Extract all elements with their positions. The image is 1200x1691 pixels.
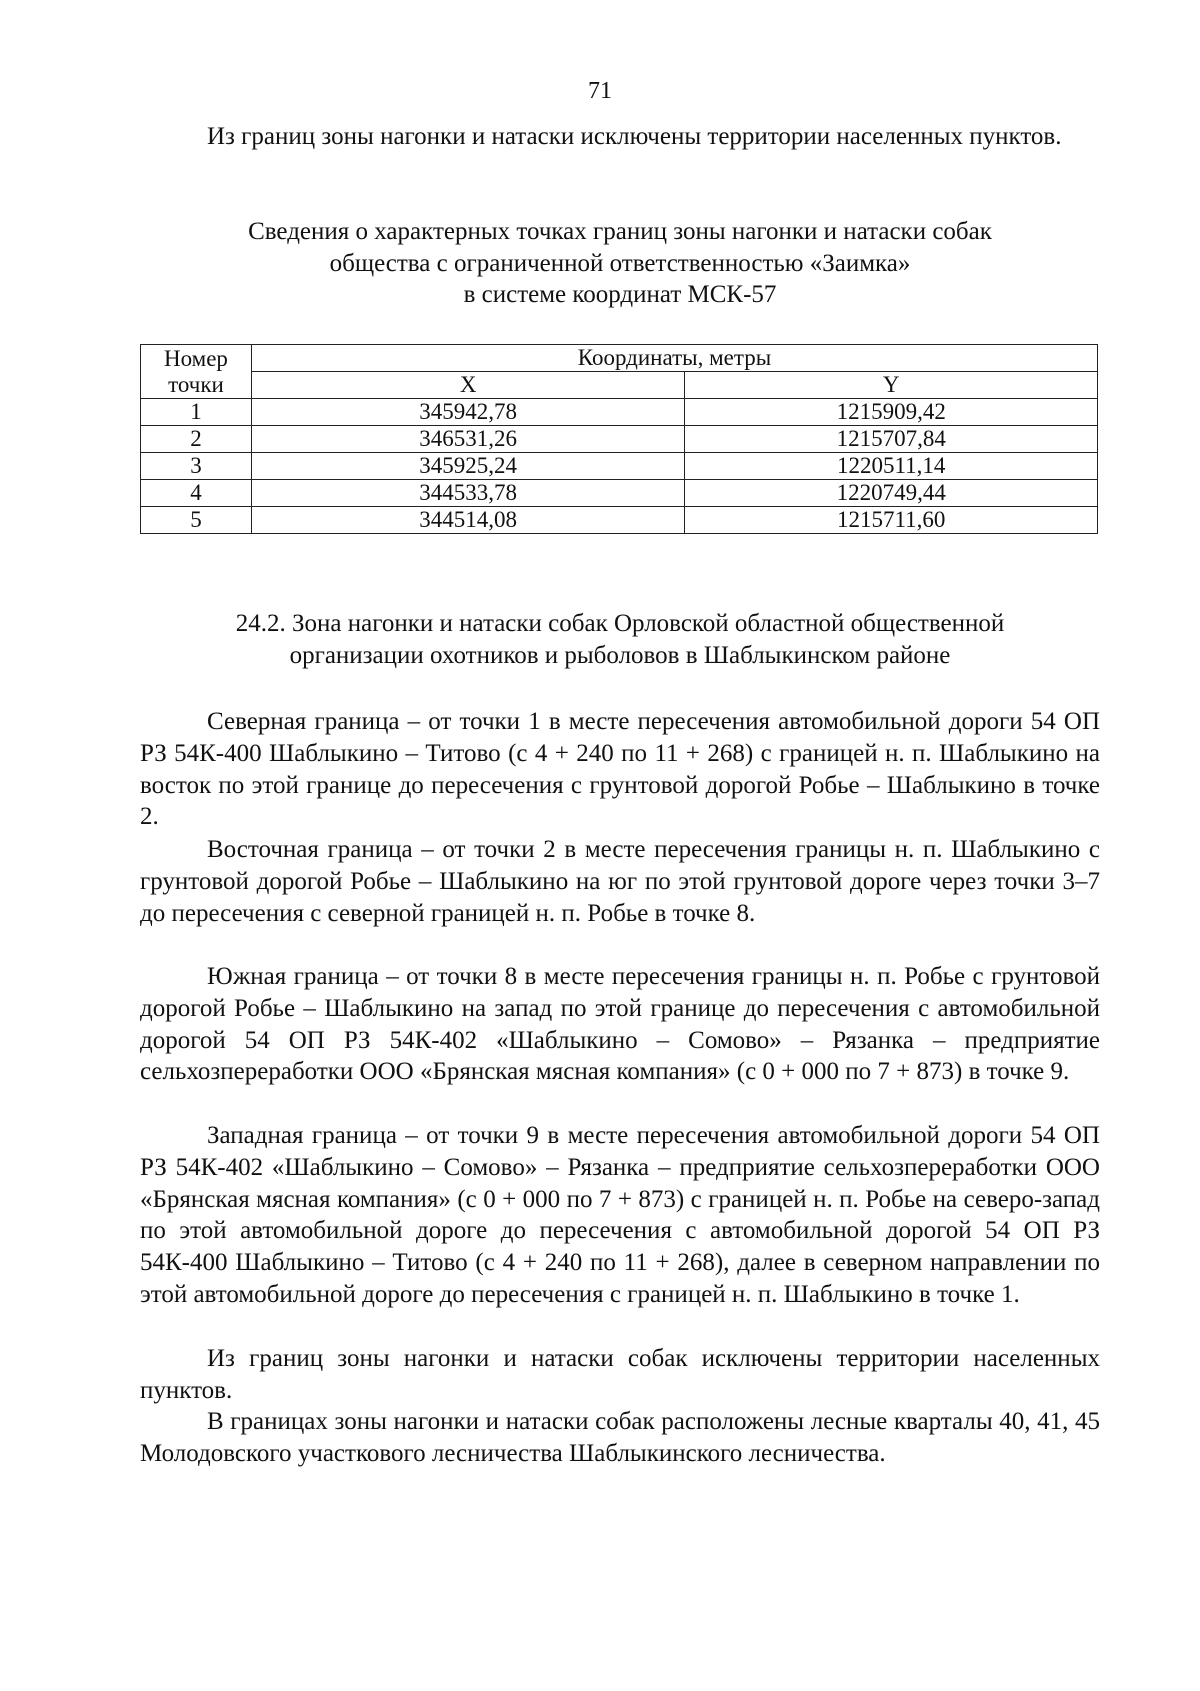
intro-paragraph: Из границ зоны нагонки и натаски исключены территории населенных пунктов. xyxy=(207,123,1062,150)
header-x: X xyxy=(251,372,685,399)
section-24-2-title xyxy=(140,608,1100,671)
cell-y: 1215711,60 xyxy=(685,507,1098,534)
cell-point: 4 xyxy=(141,480,252,507)
section-title-line: 24.2. Зона нагонки и натаски собак Орловской областной общественной xyxy=(235,610,1005,637)
table-title-line: общества с ограниченной ответственностью «Заимка» xyxy=(329,249,911,277)
table-subheader-row xyxy=(141,372,1098,399)
cell-point: 3 xyxy=(141,453,252,480)
cell-point: 1 xyxy=(141,399,252,426)
header-y: Y xyxy=(685,372,1098,399)
table-row xyxy=(141,399,1098,426)
header-point-line: Номер xyxy=(163,345,228,371)
cell-point: 2 xyxy=(141,426,252,453)
table-row xyxy=(141,480,1098,507)
cell-x: 345942,78 xyxy=(251,399,685,426)
cell-y: 1215909,42 xyxy=(685,399,1098,426)
cell-y: 1220749,44 xyxy=(685,480,1098,507)
cell-y: 1215707,84 xyxy=(685,426,1098,453)
cell-point: 5 xyxy=(141,507,252,534)
table-title-line: в системе координат МСК-57 xyxy=(463,281,777,308)
forest-quarters-paragraph: В границах зоны нагонки и натаски собак расположены лесные кварталы 40, 41, 45 Молодовского участкового лесничества Шаблыкинского лесничества. xyxy=(140,1408,1100,1467)
north-boundary-paragraph: Северная граница – от точки 1 в месте пересечения автомобильной дороги 54 ОП РЗ 54К-400 Шаблыкино – Титово (с 4 + 240 по 11 + 268) с границей н. п. Шаблыкино на восток по этой границе до пересечения с грунтовой дорогой Робье – Шаблыкино в точке 2. xyxy=(140,708,1100,831)
table-title-line: Сведения о характерных точках границ зоны нагонки и натаски собак xyxy=(248,218,992,245)
table-header-row xyxy=(141,345,1098,372)
table-row xyxy=(141,453,1098,480)
west-boundary-paragraph: Западная граница – от точки 9 в месте пересечения автомобильной дороги 54 ОП РЗ 54К-402 «Шаблыкино – Сомово» – Рязанка – предприятие сельхозпереработки ООО «Брянская мясная компания» (с 0 + 000 по 7 + 873) с границей н. п. Робье на северо-запад по этой автомобильной дороге до пересечения с автомобильной дорогой 54 ОП РЗ 54К-400 Шаблыкино – Титово (с 4 + 240 по 11 + 268), далее в северном направлении по этой автомобильной дороге до пересечения с границей н. п. Шаблыкино в точке 1. xyxy=(140,1122,1100,1308)
exclusion-paragraph: Из границ зоны нагонки и натаски собак исключены территории населенных пунктов. xyxy=(140,1345,1100,1404)
east-boundary-paragraph: Восточная граница – от точки 2 в месте пересечения границы н. п. Шаблыкино с грунтовой дорогой Робье – Шаблыкино на юг по этой грунтовой дороге через точки 3–7 до пересечения с северной границей н. п. Робье в точке 8. xyxy=(140,836,1100,927)
cell-x: 345925,24 xyxy=(251,453,685,480)
cell-x: 346531,26 xyxy=(251,426,685,453)
table-row xyxy=(141,507,1098,534)
table-row xyxy=(141,426,1098,453)
table-title xyxy=(140,216,1100,311)
header-coordinates: Координаты, метры xyxy=(251,345,1097,372)
header-point-number xyxy=(141,345,252,399)
south-boundary-paragraph: Южная граница – от точки 8 в месте пересечения границы н. п. Робье с грунтовой дорогой Робье – Шаблыкино на запад по этой границе до пересечения с автомобильной дорогой 54 ОП РЗ 54К-402 «Шаблыкино – Сомово» – Рязанка – предприятие сельхозпереработки ООО «Брянская мясная компания» (с 0 + 000 по 7 + 873) в точке 9. xyxy=(140,963,1100,1086)
section-title-line: организации охотников и рыболовов в Шаблыкинском районе xyxy=(289,641,951,669)
coordinates-table xyxy=(140,344,1098,534)
cell-x: 344533,78 xyxy=(251,480,685,507)
page-number: 71 xyxy=(588,78,612,104)
header-point-line: точки xyxy=(168,371,224,397)
cell-y: 1220511,14 xyxy=(685,453,1098,480)
cell-x: 344514,08 xyxy=(251,507,685,534)
